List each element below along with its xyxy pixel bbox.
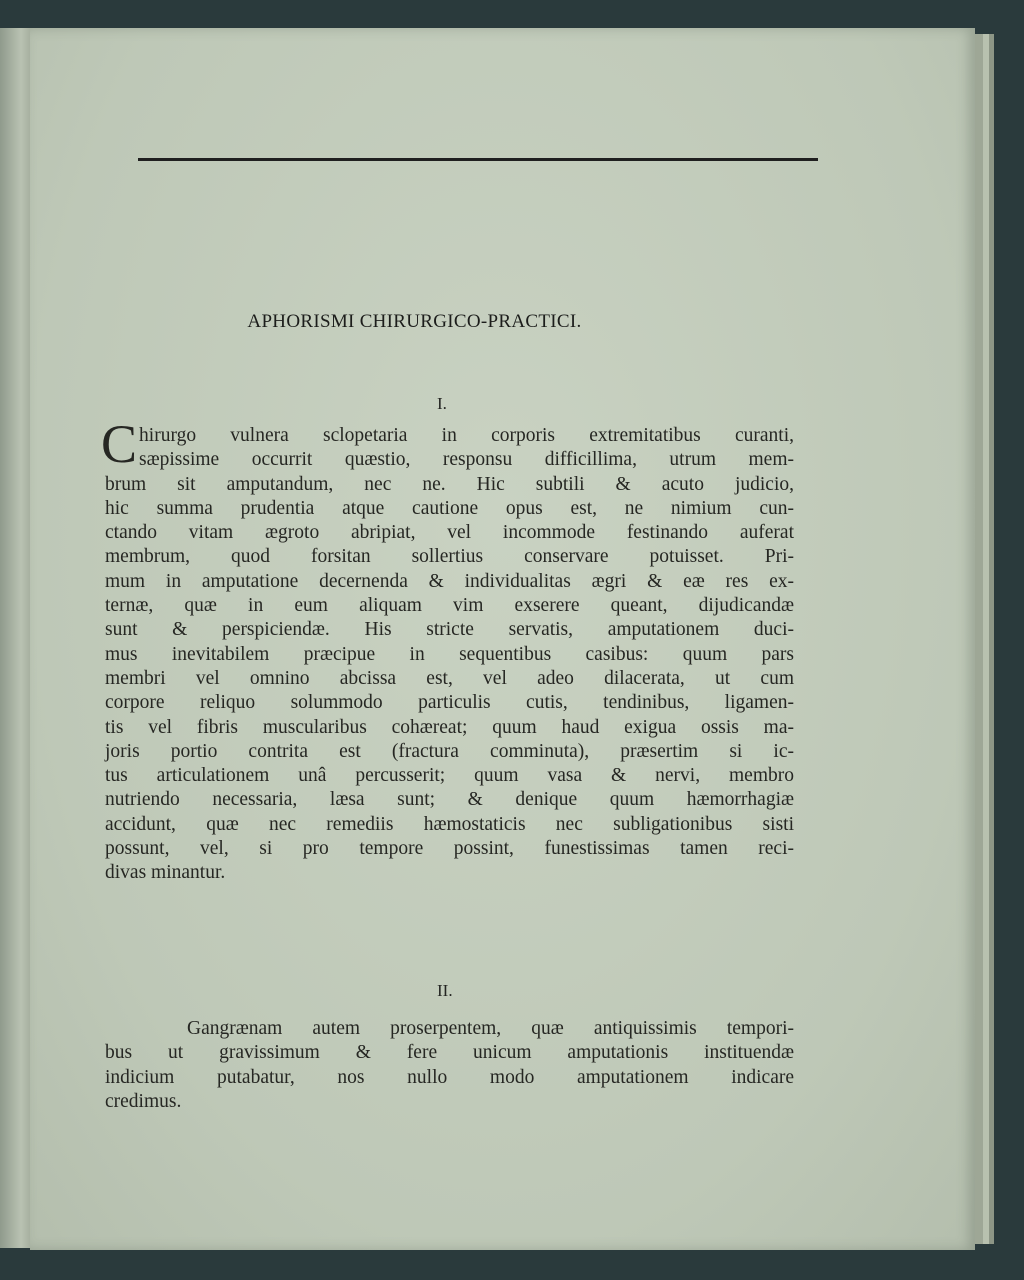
text-line: sæpissime occurrit quæstio, responsu difficillima, utrum mem- [139, 449, 794, 471]
facing-page-edge [0, 28, 30, 1248]
section-number-1: I. [437, 394, 447, 413]
header-rule [138, 158, 818, 161]
text-line: corpore reliquo solummodo particulis cutis, tendinibus, ligamen- [105, 692, 794, 714]
text-line: credimus. [105, 1090, 182, 1112]
text-line: membri vel omnino abcissa est, vel adeo dilacerata, ut cum [105, 667, 794, 689]
text-line: possunt, vel, si pro tempore possint, funestissimas tamen reci- [105, 838, 794, 860]
text-line: indicium putabatur, nos nullo modo amputationem indicare [105, 1066, 794, 1088]
text-line: mus inevitabilem præcipue in sequentibus casibus: quum pars [105, 643, 794, 665]
text-line: hic summa prudentia atque cautione opus est, ne nimium cun- [105, 497, 794, 519]
section-number-2: II. [437, 981, 453, 1000]
paragraph-1 [101, 414, 794, 886]
text-line: ternæ, quæ in eum aliquam vim exserere queant, dijudicandæ [105, 595, 794, 617]
text-line: accidunt, quæ nec remediis hæmostaticis nec subligationibus sisti [105, 813, 794, 835]
text-line: Gangrænam autem proserpentem, quæ antiquissimis tempori- [187, 1018, 794, 1039]
text-line: joris portio contrita est (fractura comminuta), præsertim si ic- [105, 740, 794, 762]
text-line: tus articulationem unâ percusserit; quum vasa & nervi, membro [105, 765, 794, 787]
book-page [30, 28, 975, 1250]
page-edge-strip [989, 34, 994, 1244]
drop-cap: C [101, 414, 138, 474]
text-line: brum sit amputandum, nec ne. Hic subtili & acuto judicio, [105, 473, 794, 495]
text-line: membrum, quod forsitan sollertius conservare potuisset. Pri- [105, 546, 794, 568]
page-title [30, 311, 975, 333]
text-line: tis vel fibris muscularibus cohæreat; quum haud exigua ossis ma- [105, 716, 794, 738]
text-line: hirurgo vulnera sclopetaria in corporis extremitatibus curanti, [139, 425, 794, 446]
text-line: ctando vitam ægroto abripiat, vel incommode festinando auferat [105, 522, 794, 544]
text-line: nutriendo necessaria, læsa sunt; & denique quum hæmorrhagiæ [105, 789, 794, 811]
page-title-text: APHORISMI CHIRURGICO-PRACTICI. [247, 311, 582, 332]
text-line: mum in amputatione decernenda & individualitas ægri & eæ res ex- [105, 570, 794, 592]
text-line: bus ut gravissimum & fere unicum amputationis instituendæ [105, 1042, 794, 1064]
paragraph-2 [105, 1017, 794, 1114]
text-line: sunt & perspiciendæ. His stricte servatis, amputationem duci- [105, 619, 794, 641]
text-line: divas minantur. [105, 862, 226, 884]
page-edge-strip [975, 34, 983, 1244]
